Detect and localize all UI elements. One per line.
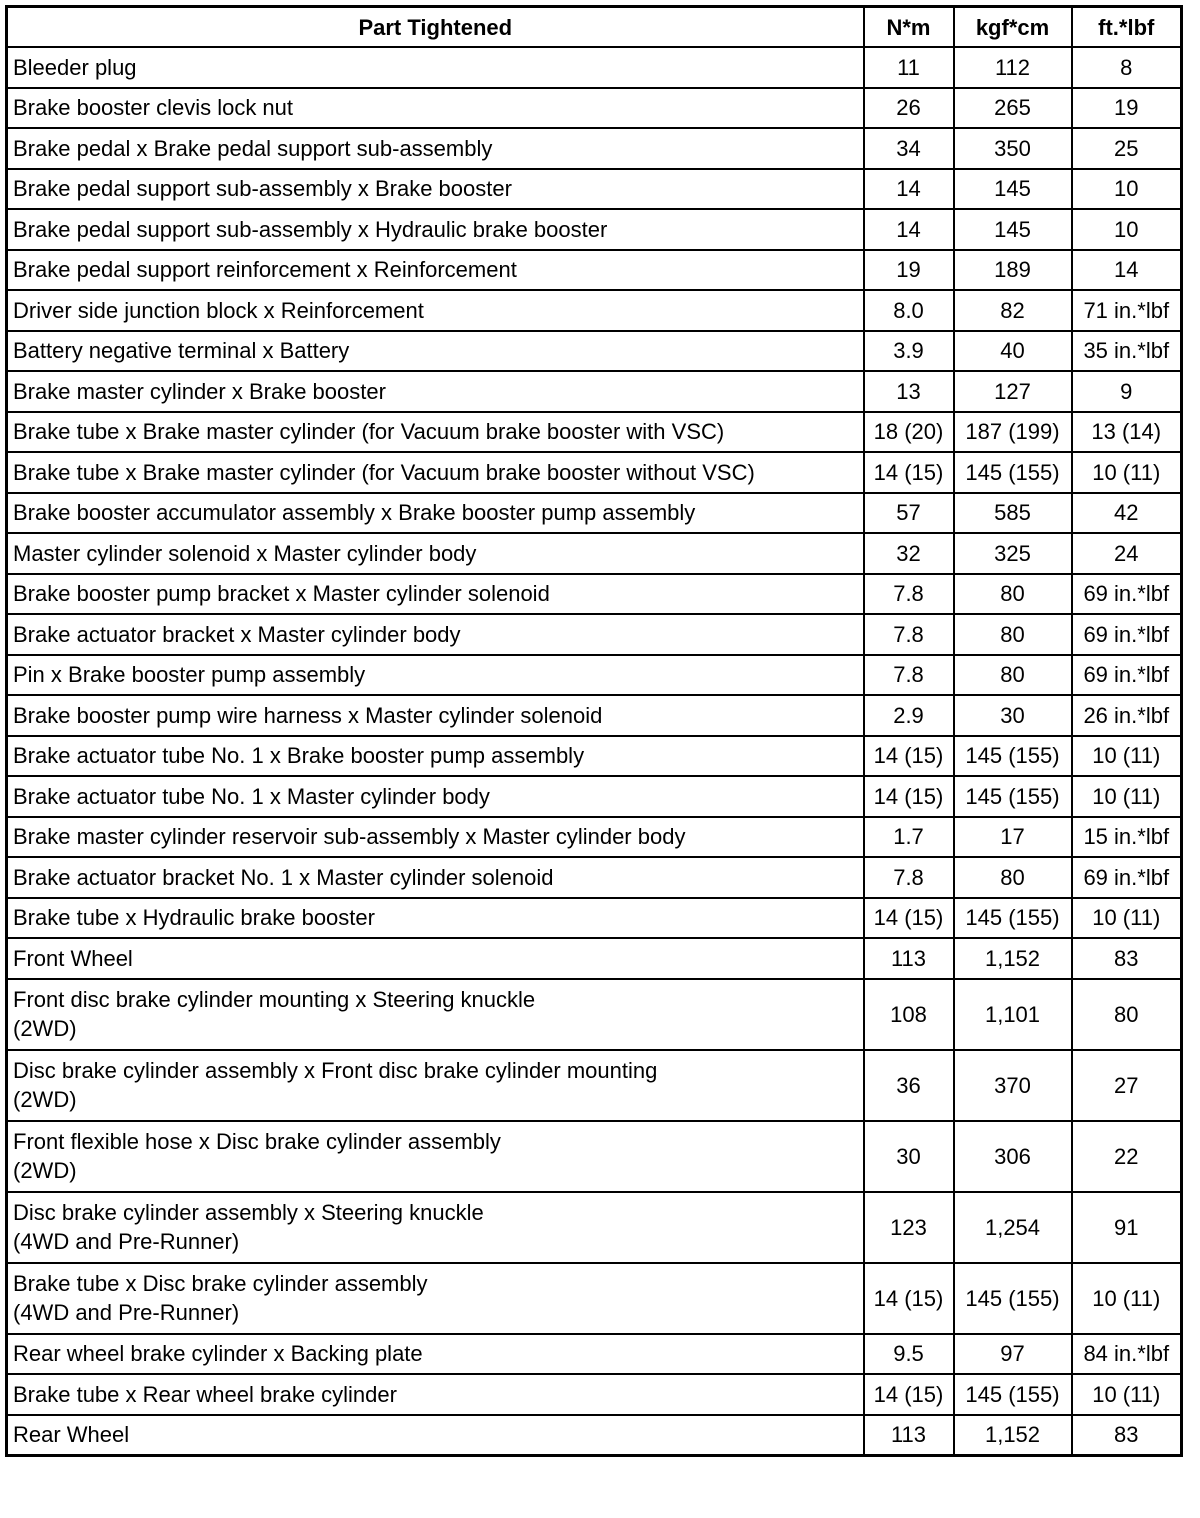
cell-part: Brake tube x Disc brake cylinder assembly (4WD and Pre-Runner) — [7, 1263, 864, 1334]
cell-ft-lbf: 91 — [1072, 1192, 1182, 1263]
cell-ft-lbf: 42 — [1072, 493, 1182, 534]
table-row — [7, 331, 1182, 372]
cell-kgf-cm: 585 — [954, 493, 1072, 534]
cell-ft-lbf: 69 in.*lbf — [1072, 614, 1182, 655]
cell-nm: 7.8 — [864, 857, 954, 898]
cell-kgf-cm: 145 (155) — [954, 736, 1072, 777]
table-row — [7, 88, 1182, 129]
table-row — [7, 250, 1182, 291]
cell-kgf-cm: 145 — [954, 209, 1072, 250]
cell-ft-lbf: 22 — [1072, 1121, 1182, 1192]
table-row — [7, 736, 1182, 777]
cell-ft-lbf: 10 — [1072, 169, 1182, 210]
cell-nm: 34 — [864, 128, 954, 169]
cell-nm: 14 — [864, 209, 954, 250]
cell-kgf-cm: 370 — [954, 1050, 1072, 1121]
cell-nm: 14 — [864, 169, 954, 210]
table-row — [7, 1121, 1182, 1192]
cell-ft-lbf: 13 (14) — [1072, 412, 1182, 453]
cell-kgf-cm: 80 — [954, 614, 1072, 655]
header-part-tightened: Part Tightened — [7, 7, 864, 48]
cell-part: Driver side junction block x Reinforcement — [7, 290, 864, 331]
cell-nm: 7.8 — [864, 574, 954, 615]
table-row — [7, 979, 1182, 1050]
cell-nm: 1.7 — [864, 817, 954, 858]
cell-nm: 14 (15) — [864, 1263, 954, 1334]
table-row — [7, 857, 1182, 898]
cell-ft-lbf: 69 in.*lbf — [1072, 857, 1182, 898]
cell-part: Rear wheel brake cylinder x Backing plate — [7, 1334, 864, 1375]
cell-ft-lbf: 83 — [1072, 1415, 1182, 1456]
cell-ft-lbf: 84 in.*lbf — [1072, 1334, 1182, 1375]
cell-kgf-cm: 17 — [954, 817, 1072, 858]
table-row — [7, 493, 1182, 534]
cell-part: Rear Wheel — [7, 1415, 864, 1456]
cell-nm: 14 (15) — [864, 776, 954, 817]
table-row — [7, 371, 1182, 412]
cell-nm: 113 — [864, 938, 954, 979]
cell-part: Front flexible hose x Disc brake cylinder assembly (2WD) — [7, 1121, 864, 1192]
table-row — [7, 1334, 1182, 1375]
cell-ft-lbf: 69 in.*lbf — [1072, 574, 1182, 615]
table-row — [7, 1050, 1182, 1121]
cell-kgf-cm: 127 — [954, 371, 1072, 412]
cell-nm: 14 (15) — [864, 452, 954, 493]
cell-kgf-cm: 40 — [954, 331, 1072, 372]
cell-nm: 14 (15) — [864, 898, 954, 939]
header-nm: N*m — [864, 7, 954, 48]
cell-nm: 7.8 — [864, 614, 954, 655]
table-row — [7, 574, 1182, 615]
table-body — [7, 47, 1182, 1456]
cell-kgf-cm: 80 — [954, 655, 1072, 696]
table-row — [7, 128, 1182, 169]
cell-kgf-cm: 80 — [954, 574, 1072, 615]
cell-ft-lbf: 71 in.*lbf — [1072, 290, 1182, 331]
cell-ft-lbf: 14 — [1072, 250, 1182, 291]
table-row — [7, 412, 1182, 453]
cell-part: Brake actuator tube No. 1 x Master cylinder body — [7, 776, 864, 817]
cell-nm: 18 (20) — [864, 412, 954, 453]
table-row — [7, 938, 1182, 979]
cell-ft-lbf: 19 — [1072, 88, 1182, 129]
cell-ft-lbf: 25 — [1072, 128, 1182, 169]
table-row — [7, 695, 1182, 736]
cell-part: Brake tube x Hydraulic brake booster — [7, 898, 864, 939]
cell-ft-lbf: 10 (11) — [1072, 736, 1182, 777]
table-row — [7, 655, 1182, 696]
cell-kgf-cm: 145 (155) — [954, 898, 1072, 939]
cell-part: Brake tube x Brake master cylinder (for Vacuum brake booster with VSC) — [7, 412, 864, 453]
cell-ft-lbf: 10 (11) — [1072, 898, 1182, 939]
cell-ft-lbf: 10 (11) — [1072, 1374, 1182, 1415]
cell-nm: 36 — [864, 1050, 954, 1121]
table-row — [7, 47, 1182, 88]
cell-part: Disc brake cylinder assembly x Steering knuckle (4WD and Pre-Runner) — [7, 1192, 864, 1263]
cell-part: Master cylinder solenoid x Master cylinder body — [7, 533, 864, 574]
cell-part: Pin x Brake booster pump assembly — [7, 655, 864, 696]
cell-nm: 57 — [864, 493, 954, 534]
cell-ft-lbf: 8 — [1072, 47, 1182, 88]
cell-nm: 9.5 — [864, 1334, 954, 1375]
cell-nm: 2.9 — [864, 695, 954, 736]
cell-nm: 26 — [864, 88, 954, 129]
cell-kgf-cm: 306 — [954, 1121, 1072, 1192]
cell-part: Brake actuator bracket x Master cylinder body — [7, 614, 864, 655]
cell-nm: 30 — [864, 1121, 954, 1192]
cell-kgf-cm: 325 — [954, 533, 1072, 574]
cell-kgf-cm: 1,101 — [954, 979, 1072, 1050]
cell-part: Brake booster clevis lock nut — [7, 88, 864, 129]
cell-kgf-cm: 189 — [954, 250, 1072, 291]
cell-kgf-cm: 145 (155) — [954, 776, 1072, 817]
header-ft-lbf: ft.*lbf — [1072, 7, 1182, 48]
cell-part: Brake actuator tube No. 1 x Brake booster pump assembly — [7, 736, 864, 777]
cell-ft-lbf: 24 — [1072, 533, 1182, 574]
cell-ft-lbf: 83 — [1072, 938, 1182, 979]
cell-kgf-cm: 145 (155) — [954, 1374, 1072, 1415]
cell-part: Battery negative terminal x Battery — [7, 331, 864, 372]
cell-part: Brake tube x Rear wheel brake cylinder — [7, 1374, 864, 1415]
cell-part: Brake booster pump bracket x Master cylinder solenoid — [7, 574, 864, 615]
cell-kgf-cm: 1,152 — [954, 1415, 1072, 1456]
cell-ft-lbf: 35 in.*lbf — [1072, 331, 1182, 372]
cell-part: Front Wheel — [7, 938, 864, 979]
cell-kgf-cm: 112 — [954, 47, 1072, 88]
cell-kgf-cm: 350 — [954, 128, 1072, 169]
cell-part: Brake pedal x Brake pedal support sub-assembly — [7, 128, 864, 169]
cell-kgf-cm: 187 (199) — [954, 412, 1072, 453]
cell-part: Brake tube x Brake master cylinder (for Vacuum brake booster without VSC) — [7, 452, 864, 493]
table-row — [7, 1263, 1182, 1334]
header-row — [7, 7, 1182, 48]
cell-ft-lbf: 26 in.*lbf — [1072, 695, 1182, 736]
cell-kgf-cm: 145 — [954, 169, 1072, 210]
cell-kgf-cm: 1,254 — [954, 1192, 1072, 1263]
table-row — [7, 614, 1182, 655]
cell-ft-lbf: 10 (11) — [1072, 452, 1182, 493]
header-kgf-cm: kgf*cm — [954, 7, 1072, 48]
table-row — [7, 1192, 1182, 1263]
cell-nm: 3.9 — [864, 331, 954, 372]
cell-ft-lbf: 69 in.*lbf — [1072, 655, 1182, 696]
cell-ft-lbf: 27 — [1072, 1050, 1182, 1121]
cell-part: Brake booster accumulator assembly x Brake booster pump assembly — [7, 493, 864, 534]
cell-kgf-cm: 265 — [954, 88, 1072, 129]
table-row — [7, 1374, 1182, 1415]
cell-ft-lbf: 15 in.*lbf — [1072, 817, 1182, 858]
table-row — [7, 169, 1182, 210]
cell-ft-lbf: 10 (11) — [1072, 1263, 1182, 1334]
cell-kgf-cm: 1,152 — [954, 938, 1072, 979]
table-row — [7, 209, 1182, 250]
cell-part: Brake pedal support sub-assembly x Hydraulic brake booster — [7, 209, 864, 250]
cell-nm: 13 — [864, 371, 954, 412]
cell-nm: 8.0 — [864, 290, 954, 331]
cell-ft-lbf: 10 — [1072, 209, 1182, 250]
cell-kgf-cm: 80 — [954, 857, 1072, 898]
cell-nm: 14 (15) — [864, 736, 954, 777]
cell-kgf-cm: 82 — [954, 290, 1072, 331]
table-row — [7, 452, 1182, 493]
cell-part: Brake master cylinder x Brake booster — [7, 371, 864, 412]
table-row — [7, 817, 1182, 858]
cell-nm: 14 (15) — [864, 1374, 954, 1415]
table-header — [7, 7, 1182, 48]
cell-nm: 32 — [864, 533, 954, 574]
cell-kgf-cm: 145 (155) — [954, 452, 1072, 493]
cell-ft-lbf: 80 — [1072, 979, 1182, 1050]
torque-spec-table — [5, 5, 1183, 1457]
cell-nm: 113 — [864, 1415, 954, 1456]
cell-part: Bleeder plug — [7, 47, 864, 88]
cell-part: Brake pedal support reinforcement x Reinforcement — [7, 250, 864, 291]
cell-ft-lbf: 9 — [1072, 371, 1182, 412]
cell-nm: 19 — [864, 250, 954, 291]
cell-part: Disc brake cylinder assembly x Front disc brake cylinder mounting (2WD) — [7, 1050, 864, 1121]
cell-kgf-cm: 97 — [954, 1334, 1072, 1375]
table-row — [7, 290, 1182, 331]
cell-nm: 108 — [864, 979, 954, 1050]
table-row — [7, 898, 1182, 939]
table-row — [7, 776, 1182, 817]
cell-part: Brake actuator bracket No. 1 x Master cylinder solenoid — [7, 857, 864, 898]
cell-kgf-cm: 30 — [954, 695, 1072, 736]
cell-nm: 123 — [864, 1192, 954, 1263]
table-row — [7, 1415, 1182, 1456]
cell-nm: 7.8 — [864, 655, 954, 696]
cell-ft-lbf: 10 (11) — [1072, 776, 1182, 817]
cell-kgf-cm: 145 (155) — [954, 1263, 1072, 1334]
cell-part: Front disc brake cylinder mounting x Steering knuckle (2WD) — [7, 979, 864, 1050]
table-row — [7, 533, 1182, 574]
cell-part: Brake booster pump wire harness x Master cylinder solenoid — [7, 695, 864, 736]
cell-nm: 11 — [864, 47, 954, 88]
cell-part: Brake pedal support sub-assembly x Brake booster — [7, 169, 864, 210]
cell-part: Brake master cylinder reservoir sub-assembly x Master cylinder body — [7, 817, 864, 858]
